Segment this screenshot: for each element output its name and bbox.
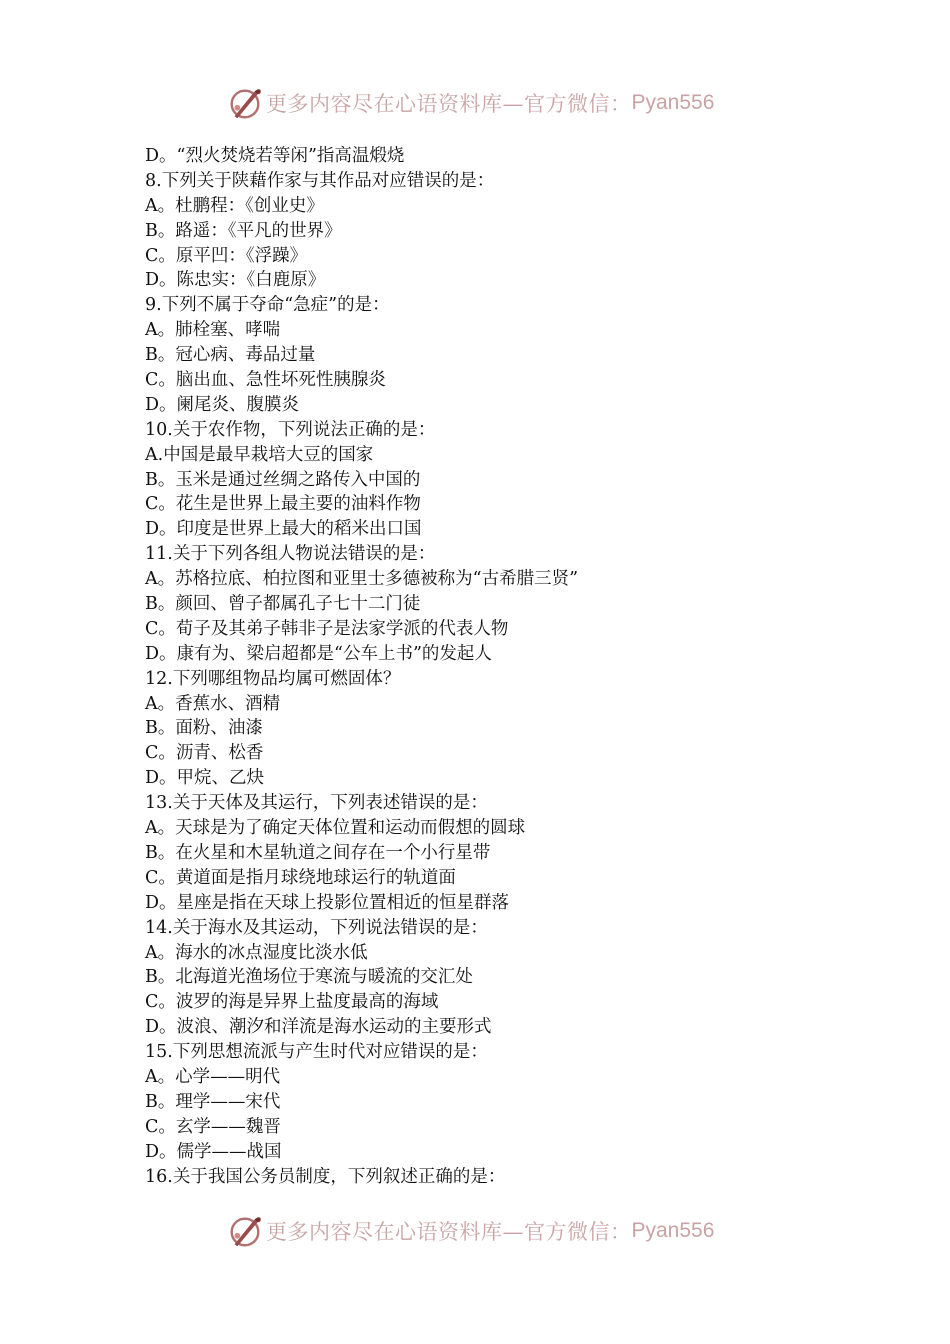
answer-option: C。花生是世界上最主要的油料作物: [145, 494, 421, 515]
question-stem: 15.下列思想流派与产生时代对应错误的是：: [145, 1042, 488, 1063]
answer-option: B。玉米是通过丝绸之路传入中国的: [145, 469, 421, 490]
answer-option: A.中国是最早栽培大豆的国家: [145, 444, 374, 465]
answer-option: B。理学——宋代: [145, 1091, 281, 1112]
answer-option: A。心学——明代: [145, 1066, 281, 1087]
answer-option: C。荀子及其弟子韩非子是法家学派的代表人物: [145, 618, 509, 639]
text-line: D。“烈火焚烧若等闲”指高温煅烧: [145, 146, 405, 166]
question-stem: 9.下列不属于夺命“急症”的是：: [145, 295, 390, 316]
answer-option: A。海水的冰点湿度比淡水低: [145, 942, 368, 963]
answer-option: B。路遥：《平凡的世界》: [145, 220, 342, 241]
answer-option: C。脑出血、急性坏死性胰腺炎: [145, 370, 386, 391]
answer-option: C。黄道面是指月球绕地球运行的轨道面: [145, 867, 456, 888]
banner-wechat-id: Pyan556: [631, 91, 715, 114]
header-watermark-banner: [226, 83, 714, 123]
footer-watermark-banner: [226, 1211, 714, 1251]
answer-option: A。天球是为了确定天体位置和运动而假想的圆球: [145, 818, 526, 839]
answer-option: B。北海道光渔场位于寒流与暖流的交汇处: [145, 967, 473, 988]
question-stem: 13.关于天体及其运行，下列表述错误的是：: [145, 793, 488, 814]
answer-option: C。沥青、松香: [145, 743, 264, 764]
answer-option: A。香蕉水、酒精: [145, 693, 281, 714]
question-stem: 10.关于农作物，下列说法正确的是：: [145, 419, 436, 440]
question-stem: 11.关于下列各组人物说法错误的是：: [145, 544, 436, 565]
question-stem: 16.关于我国公务员制度，下列叙述正确的是：: [145, 1166, 506, 1187]
answer-option: A。杜鹏程：《创业史》: [145, 195, 324, 216]
question-stem: 14.关于海水及其运动，下列说法错误的是：: [145, 917, 488, 938]
answer-option: A。苏格拉底、柏拉图和亚里士多德被称为“古希腊三贤”: [145, 569, 579, 590]
answer-option: B。冠心病、毒品过量: [145, 345, 316, 366]
quill-pen-icon: [226, 84, 264, 122]
answer-option: B。颜回、曾子都属孔子七十二门徒: [145, 594, 421, 615]
answer-option: D。波浪、潮汐和洋流是海水运动的主要形式: [145, 1017, 492, 1038]
answer-option: C。玄学——魏晋: [145, 1116, 281, 1137]
quill-pen-icon: [226, 1212, 264, 1250]
answer-option: D。儒学——战国: [145, 1141, 282, 1162]
answer-option: C。原平凹：《浮躁》: [145, 245, 308, 266]
answer-option: D。阑尾炎、腹膜炎: [145, 394, 300, 415]
question-list: [145, 144, 845, 1189]
question-stem: 12.下列哪组物品均属可燃固体？: [145, 668, 401, 689]
banner-text: 更多内容尽在心语资料库—官方微信：: [266, 92, 632, 116]
banner-text: 更多内容尽在心语资料库—官方微信：: [266, 1220, 632, 1244]
answer-option: A。肺栓塞、哮喘: [145, 320, 281, 341]
banner-wechat-id: Pyan556: [631, 1219, 715, 1242]
answer-option: D。星座是指在天球上投影位置相近的恒星群落: [145, 892, 510, 913]
answer-option: D。康有为、梁启超都是“公车上书”的发起人: [145, 643, 492, 664]
answer-option: C。波罗的海是异界上盐度最高的海域: [145, 992, 439, 1013]
question-stem: 8.下列关于陕藉作家与其作品对应错误的是：: [145, 170, 495, 191]
answer-option: D。印度是世界上最大的稻米出口国: [145, 519, 422, 540]
answer-option: B。在火星和木星轨道之间存在一个小行星带: [145, 842, 491, 863]
answer-option: D。甲烷、乙炔: [145, 768, 265, 789]
answer-option: B。面粉、油漆: [145, 718, 263, 739]
answer-option: D。陈忠实：《白鹿原》: [145, 270, 326, 291]
